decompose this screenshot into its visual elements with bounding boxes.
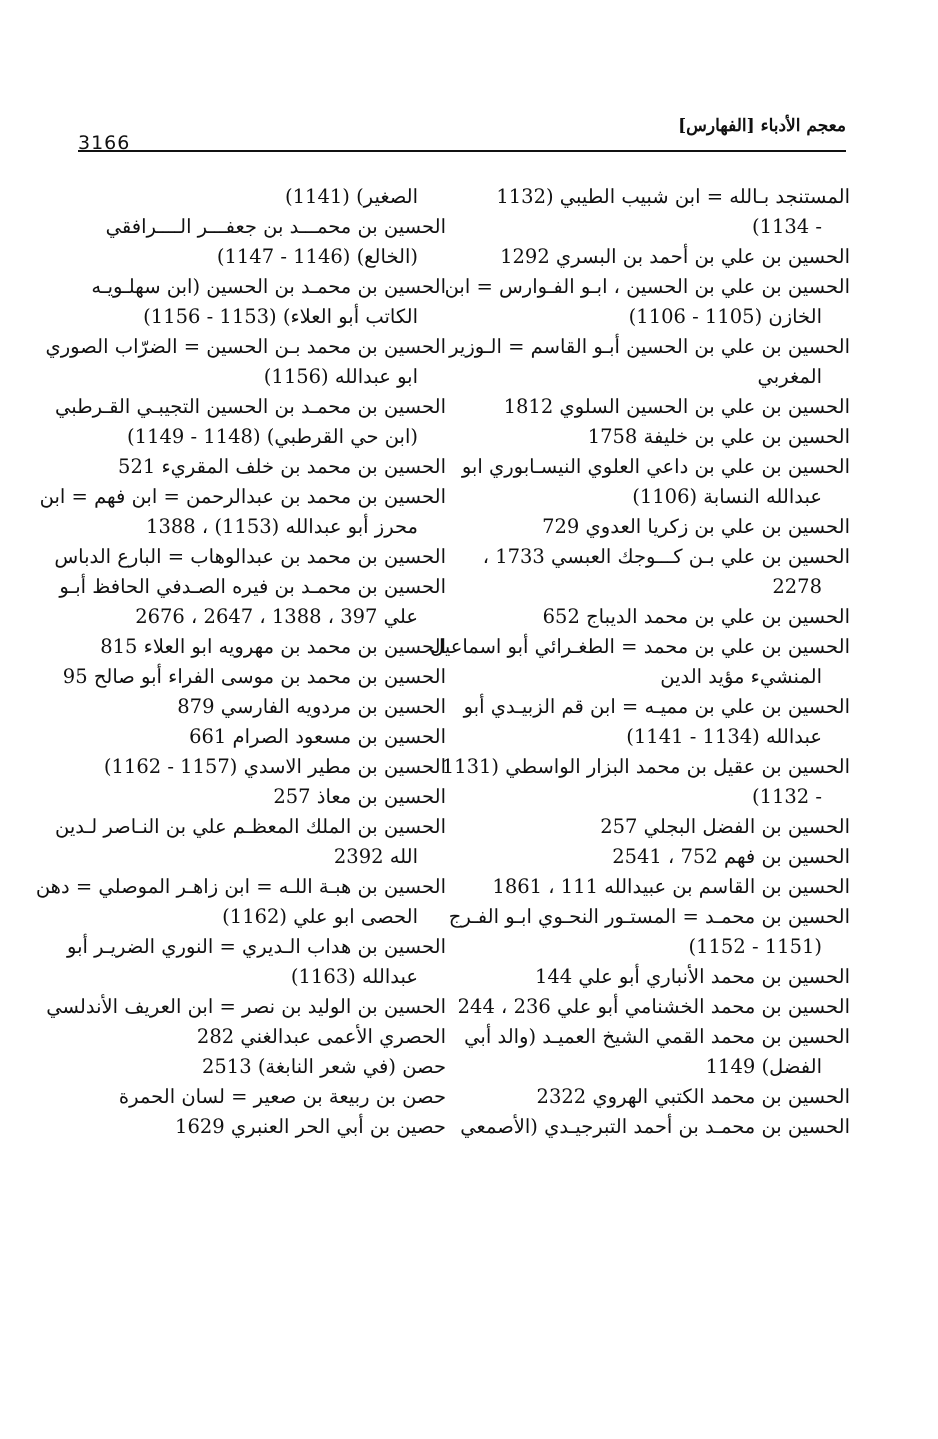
index-entry-text: حصن بن ربيعة بن صعير = لسان الحمرة [118, 1085, 446, 1108]
index-entry [78, 272, 446, 332]
page-header [78, 116, 846, 152]
index-entry-continuation: الله 2392 [333, 845, 418, 868]
index-entry-text: الحصري الأعمى عبدالغني 282 [196, 1025, 446, 1048]
index-entry [78, 452, 446, 482]
index-entry [463, 692, 850, 752]
index-entry-continuation: الفضل) 1149 [705, 1055, 822, 1078]
page-number: 3166 [78, 132, 131, 154]
index-entry [430, 632, 850, 692]
index-entry-text: الحسين بن علي بن الحسين ، ابـو الفـوارس = ابن [444, 275, 850, 298]
index-entry-continuation: الصغير) (1141) [285, 185, 418, 208]
index-entry-text: الحسين بن محمد الكتبي الهروي 2322 [536, 1085, 850, 1108]
index-entry [55, 812, 446, 872]
index-entry-text: الحسين بن علي بن خليفة 1758 [587, 425, 850, 448]
index-entry-text: الحسين بن علي بن الحسين أبـو القاسم = الـوزير [449, 335, 850, 358]
index-entry [67, 932, 446, 992]
index-entry [478, 842, 850, 872]
index-entry [478, 422, 850, 452]
index-entry [478, 182, 850, 242]
index-entry-continuation: الخازن (1105 - 1106) [628, 305, 822, 328]
index-entry-text: الحسين بن محمد بن مهرويه ابو العلاء 815 [100, 635, 446, 658]
index-entry [54, 542, 446, 572]
index-entry [441, 752, 850, 812]
index-entry-text: الحسين بن الوليد بن نصر = ابن العريف الأندلسي [46, 995, 446, 1018]
index-column-left [35, 182, 446, 1142]
index-entry [78, 752, 446, 782]
index-entry-continuation: المنشيء مؤيد الدين [660, 665, 822, 688]
index-entry-continuation: الكاتب أبو العلاء) (1153 - 1156) [143, 305, 418, 328]
index-entry-text: الحسين بن محمد بن عبدالوهاب = البارع الدباس [54, 545, 446, 568]
index-entry [35, 872, 446, 932]
index-entry [478, 542, 850, 602]
index-entry [444, 272, 850, 332]
index-entry [478, 602, 850, 632]
index-entry-text: الحسين بن محمد الأنباري أبو علي 144 [534, 965, 850, 988]
index-entry [78, 1112, 446, 1142]
index-entry-continuation: علي 397 ، 1388 ، 2647 ، 2676 [135, 605, 418, 628]
index-entry [54, 392, 446, 452]
index-entry [78, 1052, 446, 1082]
index-entry-text: المستنجد بـالله = ابن شبيب الطيبي (1132 [496, 185, 850, 208]
index-entry [478, 962, 850, 992]
index-entry-text: الحسين بن علي بن محمد الديباج 652 [542, 605, 850, 628]
index-entry-text: الحسين بن معاذ 257 [273, 785, 446, 808]
index-entry-continuation: عبدالله (1163) [290, 965, 418, 988]
index-entry [59, 572, 446, 632]
index-entry-text: الحسين بن القاسم بن عبيدالله 111 ، 1861 [492, 875, 850, 898]
index-entry-text: الحسين بن محمد بن موسى الفراء أبو صالح 95 [62, 665, 446, 688]
index-entry-text: الحسين بن الملك المعظـم علي بن النـاصر لـدين [55, 815, 446, 838]
index-entry [46, 992, 446, 1022]
running-title: معجم الأدباء [الفهارس] [678, 116, 846, 136]
index-entry-continuation: - 1132) [751, 785, 822, 808]
index-entry-text: الحسين بن محمـد بن الحسين (ابن سهلـويـه [91, 275, 446, 298]
index-entry [460, 1112, 850, 1142]
index-entry [45, 332, 446, 392]
index-entry [62, 662, 446, 692]
index-entry-text: الحسين بن محمـد = المستـور النحـوي ابـو الفـرج [448, 905, 850, 928]
index-entry [478, 1082, 850, 1112]
index-entry-text: الحسين بن هبـة اللـه = ابن زاهـر الموصلي = دهن [35, 875, 446, 898]
index-entry [39, 482, 446, 542]
index-entry-text: الحسين بن محمـد بن الحسين التجيبـي القـرطبي [54, 395, 446, 418]
index-entry-text: الحسين بن علي بن الحسين السلوي 1812 [503, 395, 850, 418]
index-entry [478, 872, 850, 902]
index-entry-text: الحسين بن محمد بن عبدالرحمن = ابن فهم = ابن [39, 485, 446, 508]
index-entry-text: حصن (في شعر النابغة) 2513 [201, 1055, 446, 1078]
index-entry-text: الحسين بن محمـد بن فيره الصـدفي الحافظ أبـو [59, 575, 446, 598]
index-entry-text: الحسين بن عقيل بن محمد البزار الواسطي (1131 [441, 755, 850, 778]
index-entry-text: الحسين بن مردويه الفارسي 879 [177, 695, 446, 718]
index-entry [478, 812, 850, 842]
index-entry-continuation: (ابن حي القرطبي) (1148 - 1149) [127, 425, 418, 448]
index-entry-text: الحسين بن مطير الاسدي (1157 - 1162) [103, 755, 446, 778]
index-entry [78, 182, 446, 212]
index-entry-continuation: ابو عبدالله (1156) [263, 365, 418, 388]
index-entry [457, 992, 850, 1022]
index-entry [448, 902, 850, 962]
index-entry-text: الحسين بن علي بن مميـه = ابن قم الزبيـدي أبو [463, 695, 850, 718]
index-entry [464, 1022, 850, 1082]
index-entry [478, 512, 850, 542]
index-entry-text: الحسين بن فهم 752 ، 2541 [612, 845, 850, 868]
index-entry [449, 332, 850, 392]
index-entry [478, 392, 850, 422]
index-entry-continuation: عبدالله النسابة (1106) [632, 485, 822, 508]
index-entry [78, 692, 446, 722]
index-entry-text: الحسين بن محمـد بن أحمد التبرجيـدي (الأصمعي [460, 1115, 850, 1138]
index-entry-continuation: - 1134) [751, 215, 822, 238]
index-entry [461, 452, 850, 512]
index-entry-text: الحسين بن محمد بن خلف المقريء 521 [118, 455, 446, 478]
index-entry-text: الحسين بن علي بـن كـــوجك العبسي 1733 ، [482, 545, 850, 568]
header-rule [78, 150, 846, 152]
index-entry [478, 242, 850, 272]
index-entry-continuation: عبدالله (1134 - 1141) [626, 725, 822, 748]
index-entry [78, 1082, 446, 1112]
index-entry-continuation: (1151 - 1152) [688, 935, 822, 958]
index-entry-text: حصين بن أبي الحر العنبري 1629 [175, 1115, 446, 1138]
index-entry-text: الحسين بن محمـــد بن جعفـــر الــــرافقي [105, 215, 446, 238]
index-entry-continuation: 2278 [772, 575, 822, 598]
index-column-right [430, 182, 850, 1142]
index-entry-text: الحسين بن علي بن أحمد بن البسري 1292 [500, 245, 850, 268]
index-entry-continuation: محرز أبو عبدالله (1153) ، 1388 [146, 515, 418, 538]
index-entry-text: الحسين بن علي بن محمد = الطغـرائي أبو اسماعيل [430, 635, 850, 658]
index-entry-text: الحسين بن علي بن داعي العلوي النيسـابوري ابو [461, 455, 850, 478]
index-entry [78, 212, 446, 272]
index-entry-continuation: (الخالع) (1146 - 1147) [216, 245, 418, 268]
index-entry [78, 782, 446, 812]
index-entry-text: الحسين بن محمد الخشنامي أبو علي 236 ، 244 [457, 995, 850, 1018]
index-entry-text: الحسين بن هداب الـديري = النوري الضريـر أبو [67, 935, 446, 958]
index-entry-text: الحسين بن الفضل البجلي 257 [600, 815, 850, 838]
index-entry-text: الحسين بن علي بن زكريا العدوي 729 [542, 515, 850, 538]
index-entry-text: الحسين بن مسعود الصرام 661 [189, 725, 446, 748]
index-entry-text: الحسين بن محمد القمي الشيخ العميـد (والد أبي [464, 1025, 850, 1048]
index-entry [78, 632, 446, 662]
index-entry-text: الحسين بن محمد بـن الحسين = الضرّاب الصوري [45, 335, 446, 358]
index-entry-continuation: الحصى ابو علي (1162) [222, 905, 418, 928]
index-entry [78, 722, 446, 752]
index-entry-continuation: المغربي [757, 365, 822, 388]
index-entry [78, 1022, 446, 1052]
